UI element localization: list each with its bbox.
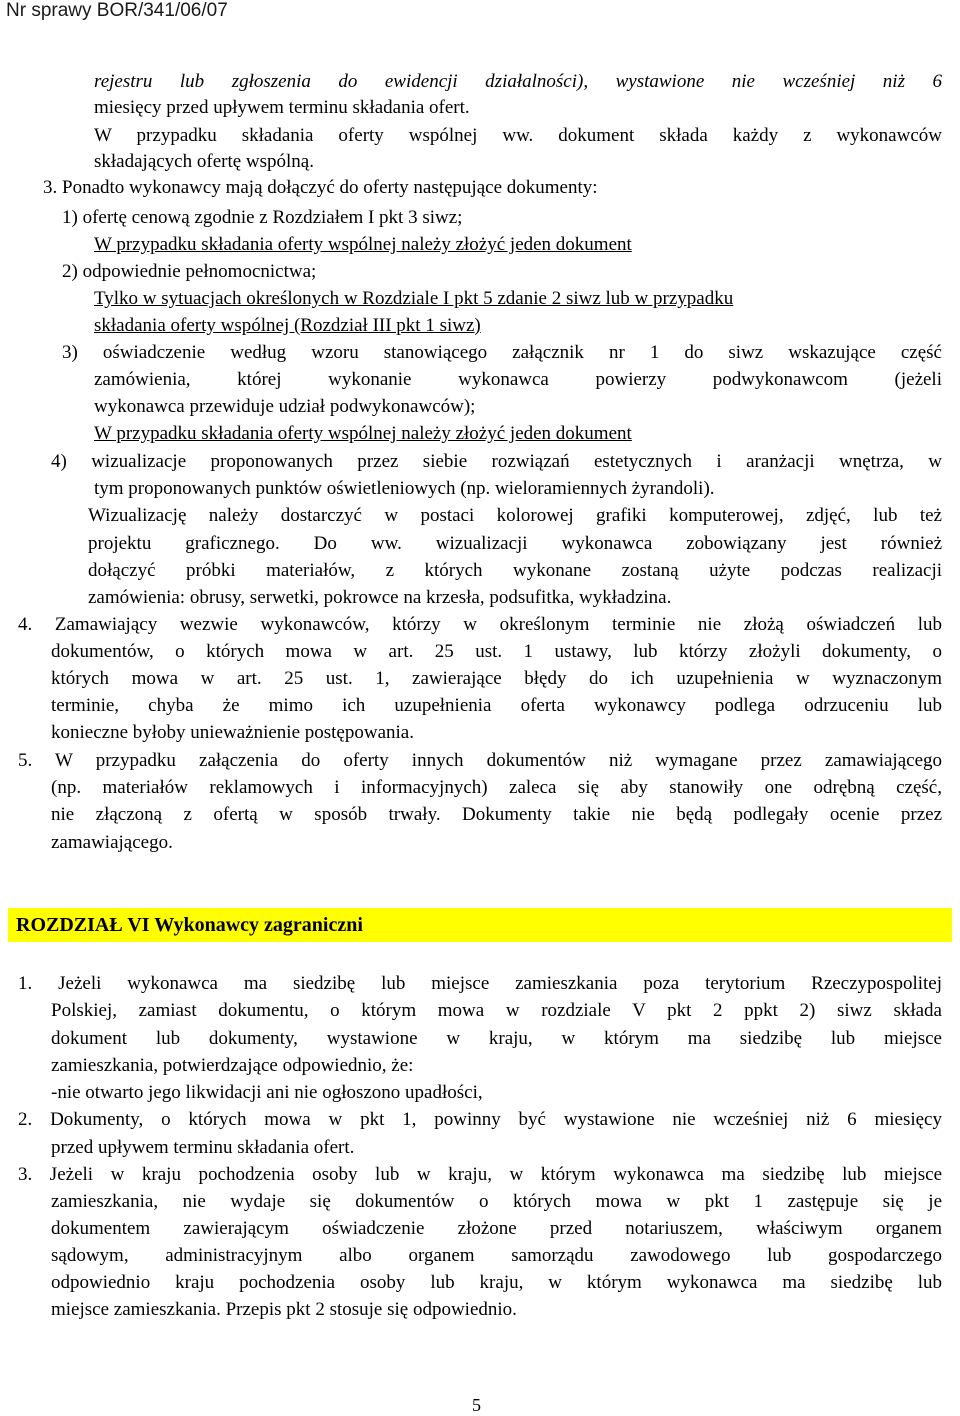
body-line: rejestru lub zgłoszenia do ewidencji działalności), wystawione nie wcześniej niż 6 <box>94 71 942 92</box>
section-line: przed upływem terminu składania ofert. <box>51 1137 355 1158</box>
body-line: W przypadku składania oferty wspólnej należy złożyć jeden dokument <box>94 234 632 255</box>
section-line: zamieszkania, potwierdzające odpowiednio, że: <box>51 1055 414 1076</box>
body-line: miesięcy przed upływem terminu składania ofert. <box>94 97 470 118</box>
section-title: ROZDZIAŁ VI Wykonawcy zagraniczni <box>16 914 363 936</box>
body-line: Tylko w sytuacjach określonych w Rozdziale I pkt 5 zdanie 2 siwz lub w przypadku <box>94 288 734 309</box>
body-line: terminie, chyba że mimo ich uzupełnienia oferta wykonawcy podlega odrzuceniu lub <box>51 695 942 716</box>
section-line: 3. Jeżeli w kraju pochodzenia osoby lub w kraju, w którym wykonawca ma siedzibę lub miejsce <box>18 1164 942 1185</box>
body-line: zamówienia: obrusy, serwetki, pokrowce na krzesła, podsufitka, wykładzina. <box>88 587 672 608</box>
section-line: dokumentem zawierającym oświadczenie złożone przed notariuszem, właściwym organem <box>51 1218 942 1239</box>
section-line: miejsce zamieszkania. Przepis pkt 2 stosuje się odpowiednio. <box>51 1299 517 1320</box>
page-number: 5 <box>472 1395 481 1415</box>
body-line: dokumentów, o których mowa w art. 25 ust. 1 ustawy, lub którzy złożyli dokumenty, o <box>51 641 942 662</box>
body-line: W przypadku składania oferty wspólnej należy złożyć jeden dokument <box>94 423 632 444</box>
section-line: 1. Jeżeli wykonawca ma siedzibę lub miejsce zamieszkania poza terytorium Rzeczypospolitej <box>18 973 942 994</box>
body-line: W przypadku składania oferty wspólnej ww. dokument składa każdy z wykonawców <box>94 125 942 146</box>
body-line: 3) oświadczenie według wzoru stanowiącego załącznik nr 1 do siwz wskazujące część <box>62 342 942 363</box>
body-line: dołączyć próbki materiałów, z których wykonane zostaną użyte podczas realizacji <box>88 560 942 581</box>
body-line: 2) odpowiednie pełnomocnictwa; <box>62 261 317 282</box>
case-number-header: Nr sprawy BOR/341/06/07 <box>6 0 228 21</box>
section-line: 2. Dokumenty, o których mowa w pkt 1, powinny być wystawione nie wcześniej niż 6 miesięcy <box>18 1109 942 1130</box>
body-line: nie złączoną z ofertą w sposób trwały. Dokumenty takie nie będą podlegały ocenie przez <box>51 804 942 825</box>
body-line: konieczne byłoby unieważnienie postępowania. <box>51 722 414 743</box>
body-line: (np. materiałów reklamowych i informacyjnych) zaleca się aby stanowiły one odrębną część, <box>51 777 942 798</box>
body-line: 4) wizualizacje proponowanych przez siebie rozwiązań estetycznych i aranżacji wnętrza, w <box>51 451 942 472</box>
body-line: Wizualizację należy dostarczyć w postaci kolorowej grafiki komputerowej, zdjęć, lub też <box>88 505 942 526</box>
body-line: 1) ofertę cenową zgodnie z Rozdziałem I pkt 3 siwz; <box>62 207 463 228</box>
body-line: tym proponowanych punktów oświetleniowych (np. wieloramiennych żyrandoli). <box>94 478 715 499</box>
body-line: 4. Zamawiający wezwie wykonawców, którzy w określonym terminie nie złożą oświadczeń lub <box>18 614 942 635</box>
body-line: 3. Ponadto wykonawcy mają dołączyć do oferty następujące dokumenty: <box>43 177 598 198</box>
section-line: Polskiej, zamiast dokumentu, o którym mowa w rozdziale V pkt 2 ppkt 2) siwz składa <box>51 1000 942 1021</box>
section-line: -nie otwarto jego likwidacji ani nie ogłoszono upadłości, <box>51 1082 483 1103</box>
section-line: odpowiednio kraju pochodzenia osoby lub kraju, w którym wykonawca ma siedzibę lub <box>51 1272 942 1293</box>
body-line: wykonawca przewiduje udział podwykonawców); <box>94 396 476 417</box>
body-line: projektu graficznego. Do ww. wizualizacji wykonawca zobowiązany jest również <box>88 533 942 554</box>
section-line: zamieszkania, nie wydaje się dokumentów o których mowa w pkt 1 zastępuje się je <box>51 1191 942 1212</box>
body-line: których mowa w art. 25 ust. 1, zawierające błędy do ich uzupełnienia w wyznaczonym <box>51 668 942 689</box>
section-line: sądowym, administracyjnym albo organem samorządu zawodowego lub gospodarczego <box>51 1245 942 1266</box>
body-line: składania oferty wspólnej (Rozdział III pkt 1 siwz) <box>94 315 481 336</box>
section-line: dokument lub dokumenty, wystawione w kraju, w którym ma siedzibę lub miejsce <box>51 1028 942 1049</box>
body-line: 5. W przypadku załączenia do oferty innych dokumentów niż wymagane przez zamawiającego <box>18 750 942 771</box>
body-line: zamawiającego. <box>51 832 173 853</box>
body-line: zamówienia, której wykonanie wykonawca powierzy podwykonawcom (jeżeli <box>94 369 942 390</box>
body-line: składających ofertę wspólną. <box>94 151 314 172</box>
